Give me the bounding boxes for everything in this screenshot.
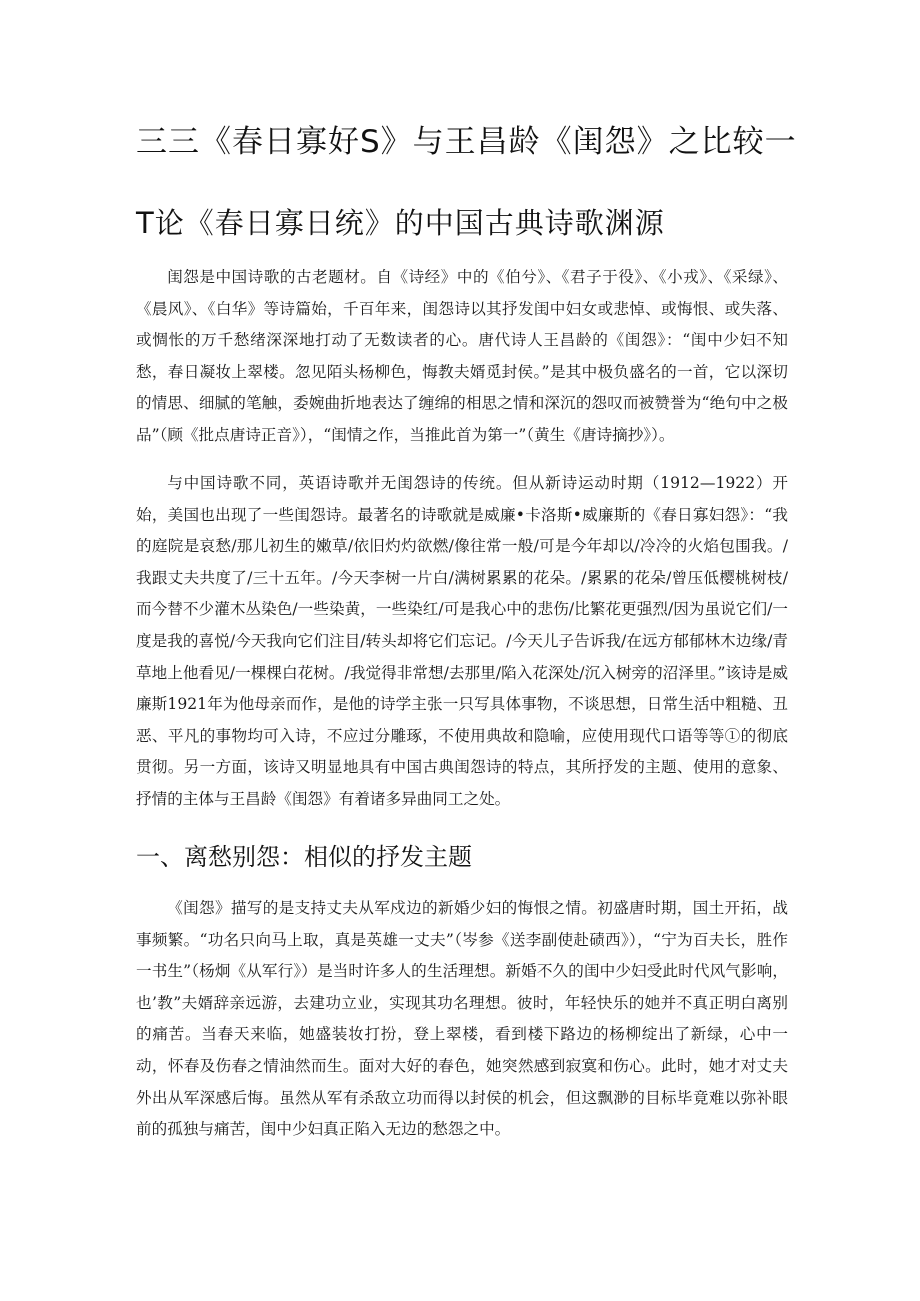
document-title: 三三《春日寡好S》与王昌龄《闺怨》之比较一	[136, 124, 797, 160]
body-paragraph-2: 与中国诗歌不同，英语诗歌并无闺怨诗的传统。但从新诗运动时期（1912—1922）开始，美国也出现了一些闺怨诗。最著名的诗歌就是威廉•卡洛斯•威廉斯的《春日寡妇怨》：“我的庭院是哀愁/那儿初生的嫩草/依旧灼灼欲燃/像往常一般/可是今年却以/冷冷的火焰包围我。/我跟丈夫共度了/三十五年。/今天李树一片白/满树累累的花朵。/累累的花朵/曾压低樱桃树枝/而今替不少灌木丛染色/一些染黄，一些染红/可是我心中的悲伤/比繁花更强烈/因为虽说它们/一度是我的喜悦/今天我向它们注目/转头却将它们忘记。/今天儿子告诉我/在远方郁郁林木边缘/青草地上他看见/一棵棵白花树。/我觉得非常想/去那里/陷入花深处/沉入树旁的沼泽里。”该诗是威廉斯1921年为他母亲而作，是他的诗学主张一只写具体事物，不谈思想，日常生活中粗糙、丑恶、平凡的事物均可入诗，不应过分雕琢，不使用典故和隐喻，应使用现代口语等等①的彻底贯彻。另一方面，该诗又明显地具有中国古典闺怨诗的特点，其所抒发的主题、使用的意象、抒情的主体与王昌龄《闺怨》有着诸多异曲同工之处。	[136, 474, 788, 808]
section-paragraph: 《闺怨》描写的是支持丈夫从军戍边的新婚少妇的悔恨之情。初盛唐时期，国土开拓，战事频繁。“功名只向马上取，真是英雄一丈夫”（岑参《送李副使赴碛西》），“宁为百夫长，胜作一书生”（杨炯《从军行》）是当时许多人的生活理想。新婚不久的闺中少妇受此时代风气影响，也’教”夫婿辞亲远游，去建功立业，实现其功名理想。彼时，年轻快乐的她并不真正明白离别的痛苦。当春天来临，她盛装妆打扮，登上翠楼，看到楼下路边的杨柳绽出了新绿，心中一动，怀春及伤春之情油然而生。面对大好的春色，她突然感到寂寞和伤心。此时，她才对丈夫外出从军深感后悔。虽然从军有杀敌立功而得以封侯的机会，但这飘渺的目标毕竟难以弥补眼前的孤独与痛苦，闺中少妇真正陷入无边的愁怨之中。	[136, 899, 788, 1139]
body-paragraph-1: 闺怨是中国诗歌的古老题材。自《诗经》中的《伯兮》、《君子于役》、《小戎》、《采绿》、《晨风》、《白华》等诗篇始，千百年来，闺怨诗以其抒发闺中妇女或悲悼、或悔恨、或失落、或惆怅的万千愁绪深深地打动了无数读者的心。唐代诗人王昌龄的《闺怨》：“闺中少妇不知愁，春日凝妆上翠楼。忽见陌头杨柳色，悔教夫婿觅封侯。”是其中极负盛名的一首，它以深切的情思、细腻的笔触，委婉曲折地表达了缠绵的相思之情和深沉的怨叹而被赞誉为“绝句中之极品”（顾《批点唐诗正音》），“闺情之作，当推此首为第一”（黄生《唐诗摘抄》）。	[136, 268, 788, 444]
section-heading: 一、离愁别怨：相似的抒发主题	[136, 843, 472, 871]
document-subtitle: T论《春日寡日统》的中国古典诗歌渊源	[136, 206, 665, 240]
